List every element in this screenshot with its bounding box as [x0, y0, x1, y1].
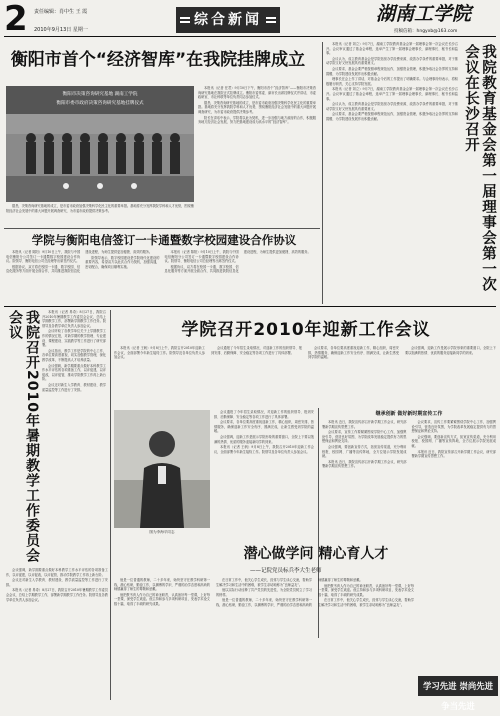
cooperation-paragraph: 根据协议，双方将在校园一卡通、数字校园、信息化服务等方面开展全面合作，共同推进我院信息化建设进程，为师生提供更加便捷、高效的服务。 — [164, 250, 311, 274]
column-right-paragraph: 会议强调，要创新宣传方式，拓宽宣传渠道，充分利用校报、校园网、广播等宣传阵地，全方位展示学院发展成就。 — [411, 434, 496, 448]
meeting-paragraph: 本报讯（记者 王帆）9月8日上午，我院召开2010年迎新工作会议，全面部署今年新生接待工作。院领导及各单位负责人参加会议。 — [114, 346, 205, 360]
fund-paragraph: 本报讯（记者 刘立）9月7日，湖南工学院教育基金会第一届理事会第一次会议在长沙召开。会议审议通过了基金会章程，选举产生了第一届理事会理事长、副理事长、秘书长和监事。 — [326, 87, 458, 101]
teaching-body-col2 — [6, 568, 108, 696]
date-line: 2010年9月13日 星期一 — [34, 27, 88, 33]
lead-paragraph: 据悉，决策咨询研究基地的成立，是市委市政府加强决策科学化民主化的重要举措。基地将充分发挥我院学科和人才优势，围绕衡阳经济社会发展中的重大问题开展调查研究，为市委市政府提供决策参考。 — [6, 204, 194, 213]
footer-slogan: 学习先进 崇尚先进 争当先进 — [418, 676, 498, 696]
meeting-paragraph: 会议强调，迎新工作是展示学院形象的重要窗口，全院上下要以饱满的热情、优质的服务迎接新同学的到来。 — [405, 346, 496, 355]
section-title: 综合新闻 — [194, 12, 262, 28]
portrait-photo — [114, 410, 210, 528]
teaching-paragraph: 会议指出，教学工作是学院的中心工作，各单位要高度重视，切实加强教学管理，深化教学改革，不断提高人才培养质量。 — [42, 348, 106, 362]
fund-paragraph: 理事长在会上作了讲话，对基金会今后的工作提出了明确要求。与会理事纷纷表示，将积极履行职责，关心支持学院发展。 — [326, 77, 458, 86]
portrait-image — [114, 410, 210, 528]
teaching-paragraph: 会议还对新生入学教育、教材建设、教学质量监控等工作进行了安排。 — [6, 578, 108, 587]
column-right-paragraph: 本报讯 近日，我院宣传部召开新学期工作会议，研究部署新学期宣传思想工作。 — [411, 449, 496, 459]
profile-paragraph: 他是一位普通的教师，二十多年来，始终坚守在教学科研第一线，潜心钻研，勤奋工作，以渊博的学识、严谨的治学态度和高尚的师德赢得了师生的尊敬和爱戴。 — [216, 578, 363, 607]
cooperation-paragraph: 根据协议，双方将在校园一卡通、数字校园、信息化服务等方面开展全面合作，共同推进我院信息化建设进程，为师生提供更加便捷、高效的服务。 — [6, 250, 153, 274]
column-right-paragraph: 会议要求，宣传工作要紧紧围绕学院中心工作，加强舆论引导，营造良好氛围，为学院改革发展稳定提供有力的思想保证和舆论支持。 — [411, 420, 496, 434]
lead-photo — [6, 86, 194, 202]
fund-paragraph: 会议认为，成立教育基金会是学院拓宽办学经费来源、改善办学条件的重要举措，对于推动学院又好又快发展具有重要意义。 — [326, 102, 458, 111]
column-right-paragraph: 会议强调，要创新宣传方式，拓宽宣传渠道，充分利用校报、校园网、广播等宣传阵地，全方位展示学院发展成就。 — [322, 444, 407, 459]
fund-paragraph: 会议要求，基金会要严格按照章程规范运作，加强资金管理，积极争取社会各界的支持和捐赠，为学院建设发展作出积极贡献。 — [326, 66, 458, 76]
lead-paragraph: 据悉，决策咨询研究基地的成立，是市委市政府加强决策科学化民主化的重要举措。基地将充分发挥我院学科和人才优势，围绕衡阳经济社会发展中的重大问题开展调查研究，为市委市政府提供决策参考。 — [198, 100, 316, 114]
profile-headline: 潜心做学问 精心育人才 — [243, 546, 389, 562]
meeting-paragraph: 会议要求，各单位要高度重视迎新工作，精心组织，周密安排，热情服务，确保迎新工作安全有序、圆满完成，让新生感受到学院的温暖。 — [214, 420, 314, 434]
page-number: 2 — [4, 0, 28, 39]
profile-paragraph: 在日常工作中，他关心学生成长，经常与学生谈心交流，帮助学生解决学习和生活中的困难，被学生亲切地称为“良师益友”。 — [318, 598, 414, 607]
profile-paragraph: 他是一位普通的教师，二十多年来，始终坚守在教学科研第一线，潜心钻研，勤奋工作，以渊博的学识、严谨的治学态度和高尚的师德赢得了师生的尊敬和爱戴。 — [114, 578, 210, 592]
column-right-paragraph: 会议要求，宣传工作要紧紧围绕学院中心工作，加强舆论引导，营造良好氛围，为学院改革发展稳定提供有力的思想保证和舆论支持。 — [322, 430, 407, 444]
lead-paragraph: 院长在讲话中表示，学院将以此为契机，进一步加强与地方政府的合作，积极服务地方经济社会发展，努力把基地建设成为高水平的“经济智库”。 — [198, 115, 316, 125]
teaching-paragraph: 会议强调，新学期要重点做好本科教学工作水平评估的各项准备工作，以评促建，以评促改，以评促管，推动学院教学工作再上新台阶。 — [6, 568, 108, 577]
cooperation-paragraph: 本报讯（记者 陈阳）9月10日上午，我院与中国电信衡阳分公司签订一卡通暨数字校园建设合作协议。院领导、衡阳电信公司总经理等出席签约仪式。 — [164, 250, 239, 264]
teaching-paragraph: 会议强调，新学期要重点做好本科教学工作水平评估的各项准备工作，以评促建，以评促改，以评促管，推动学院教学工作再上新台阶。 — [42, 363, 106, 382]
profile-paragraph: 他把教书育人作为自己的神圣职责，认真备好每一堂课，上好每一堂课，深受学生欢迎。他主持和参与多项科研项目，发表学术论文数十篇，取得了丰硕的研究成果。 — [114, 592, 210, 606]
meeting-paragraph: 会议强调，迎新工作是展示学院形象的重要窗口，全院上下要以饱满的热情、优质的服务迎接新同学的到来。 — [214, 434, 314, 444]
banner-decoration-left — [180, 17, 190, 23]
lead-headline: 衡阳市首个“经济智库”在我院挂牌成立 — [10, 50, 306, 70]
column-right-headline: 继承创新 做好新时期宣传工作 — [375, 411, 443, 417]
masthead-logo: 湖南工学院 — [376, 3, 472, 25]
lead-photo-banner: 衡阳市决策咨询研究基地 湖南工学院 衡阳市委市政府决策咨询研究基地挂牌仪式 — [56, 92, 144, 106]
fund-headline: 我院教育基金会第一届理事会第一次会议在长沙召开 — [463, 44, 496, 292]
section-rule — [4, 228, 320, 229]
column-right-paragraph: 本报讯 近日，我院宣传部召开新学期工作会议，研究部署新学期宣传思想工作。 — [322, 459, 407, 469]
meeting-paragraph: 会议通报了今年招生录取情况，对迎新工作的组织领导、报到安排、后勤保障、安全稳定等各项工作进行了具体部署。 — [211, 346, 302, 355]
meeting-paragraph: 会议要求，各单位要高度重视迎新工作，精心组织，周密安排，热情服务，确保迎新工作安全有序、圆满完成，让新生感受到学院的温暖。 — [308, 346, 399, 360]
fund-body — [326, 42, 458, 304]
fund-paragraph: 本报讯（记者 刘立）9月7日，湖南工学院教育基金会第一届理事会第一次会议在长沙召开。会议审议通过了基金会章程，选举产生了第一届理事会理事长、副理事长、秘书长和监事。 — [326, 42, 458, 56]
profile-body — [114, 578, 414, 698]
column-divider — [110, 310, 111, 700]
cooperation-body — [6, 250, 318, 302]
lead-paragraph: 本报讯（记者 任君）9月10日下午，衡阳市首个“经济智库”——衡阳市决策咨询研究基地在我院正式挂牌成立。衡阳市委常委、副市长出席挂牌仪式并讲话，市委政研室、市社科联等单位负责同志参加仪式。 — [198, 86, 316, 100]
mid-rule — [4, 306, 496, 307]
section-banner — [176, 7, 280, 33]
meeting-paragraph: 本报讯（记者 王帆）9月8日上午，我院召开2010年迎新工作会议，全面部署今年新生接待工作。院领导及各单位负责人参加会议。 — [214, 445, 314, 454]
fund-paragraph: 会议要求，基金会要严格按照章程规范运作，加强资金管理，积极争取社会各界的支持和捐赠，为学院建设发展作出积极贡献。 — [326, 112, 458, 121]
teaching-paragraph: 会议听取了各教学单位关于上学期教学工作的情况汇报，对新学期的教学管理、专业建设、课程建设、实践教学等工作进行了研究部署。 — [42, 329, 106, 348]
meeting-paragraph: 会议通报了今年招生录取情况，对迎新工作的组织领导、报到安排、后勤保障、安全稳定等各项工作进行了具体部署。 — [214, 410, 314, 419]
portrait-caption: 图为李海平同志 — [149, 530, 175, 534]
profile-paragraph: 在日常工作中，他关心学生成长，经常与学生谈心交流，帮助学生解决学习和生活中的困难，被学生亲切地称为“良师益友”。 — [216, 578, 312, 587]
teaching-paragraph: 本报讯（记者 易奇）8月27日，我院召开2010年暑期教学工作委员会会议，总结上学期教学工作，部署新学期教学工作任务。院领导及各教学单位负责人参加会议。 — [42, 310, 106, 328]
header-rule — [4, 36, 496, 37]
column-right-paragraph: 本报讯 近日，我院宣传部召开新学期工作会议，研究部署新学期宣传思想工作。 — [322, 420, 407, 429]
fund-paragraph: 会议认为，成立教育基金会是学院拓宽办学经费来源、改善办学条件的重要举措，对于推动学院又好又快发展具有重要意义。 — [326, 56, 458, 66]
profile-subtitle: ——记院党员标兵李大生老师 — [250, 568, 322, 574]
meeting-headline: 学院召开2010年迎新工作会议 — [181, 320, 431, 340]
email-line: 投稿信箱：hngyxb@163.com — [394, 29, 458, 34]
teaching-paragraph: 会议还对新生入学教育、教材建设、教学质量监控等工作进行了安排。 — [42, 382, 106, 392]
editor-line: 责任编辑：肖中生 王 霞 — [34, 9, 88, 15]
profile-paragraph: 他以实际行动诠释了共产党员的先进性，为全院党员树立了学习的榜样。 — [216, 588, 312, 597]
banner-decoration-right — [266, 17, 276, 23]
teaching-paragraph: 本报讯（记者 易奇）8月27日，我院召开2010年暑期教学工作委员会会议，总结上学期教学工作，部署新学期教学工作任务。院领导及各教学单位负责人参加会议。 — [6, 588, 108, 602]
lead-body-continued — [6, 204, 194, 226]
cooperation-paragraph: 本报讯（记者 陈阳）9月10日上午，我院与中国电信衡阳分公司签订一卡通暨数字校园建设合作协议。院领导、衡阳电信公司总经理等出席签约仪式。 — [6, 250, 81, 264]
cooperation-headline: 学院与衡阳电信签订一卡通暨数字校园建设合作协议 — [31, 233, 297, 247]
profile-paragraph: 他把教书育人作为自己的神圣职责，认真备好每一堂课，上好每一堂课，深受学生欢迎。他主持和参与多项科研项目，发表学术论文数十篇，取得了丰硕的研究成果。 — [318, 583, 414, 597]
meeting-body — [114, 346, 496, 406]
meeting-body-col2 — [214, 410, 314, 540]
column-divider — [322, 42, 323, 304]
teaching-body-col1 — [42, 310, 106, 566]
teaching-headline: 我院召开2010年暑期教学工作委员会会议 — [7, 310, 40, 563]
cooperation-paragraph: 院领导表示，数字校园建设是学院现代化建设的重要内容，希望双方以此次合作为契机，加强沟通，密切配合，确保项目顺利实施。 — [85, 255, 160, 269]
